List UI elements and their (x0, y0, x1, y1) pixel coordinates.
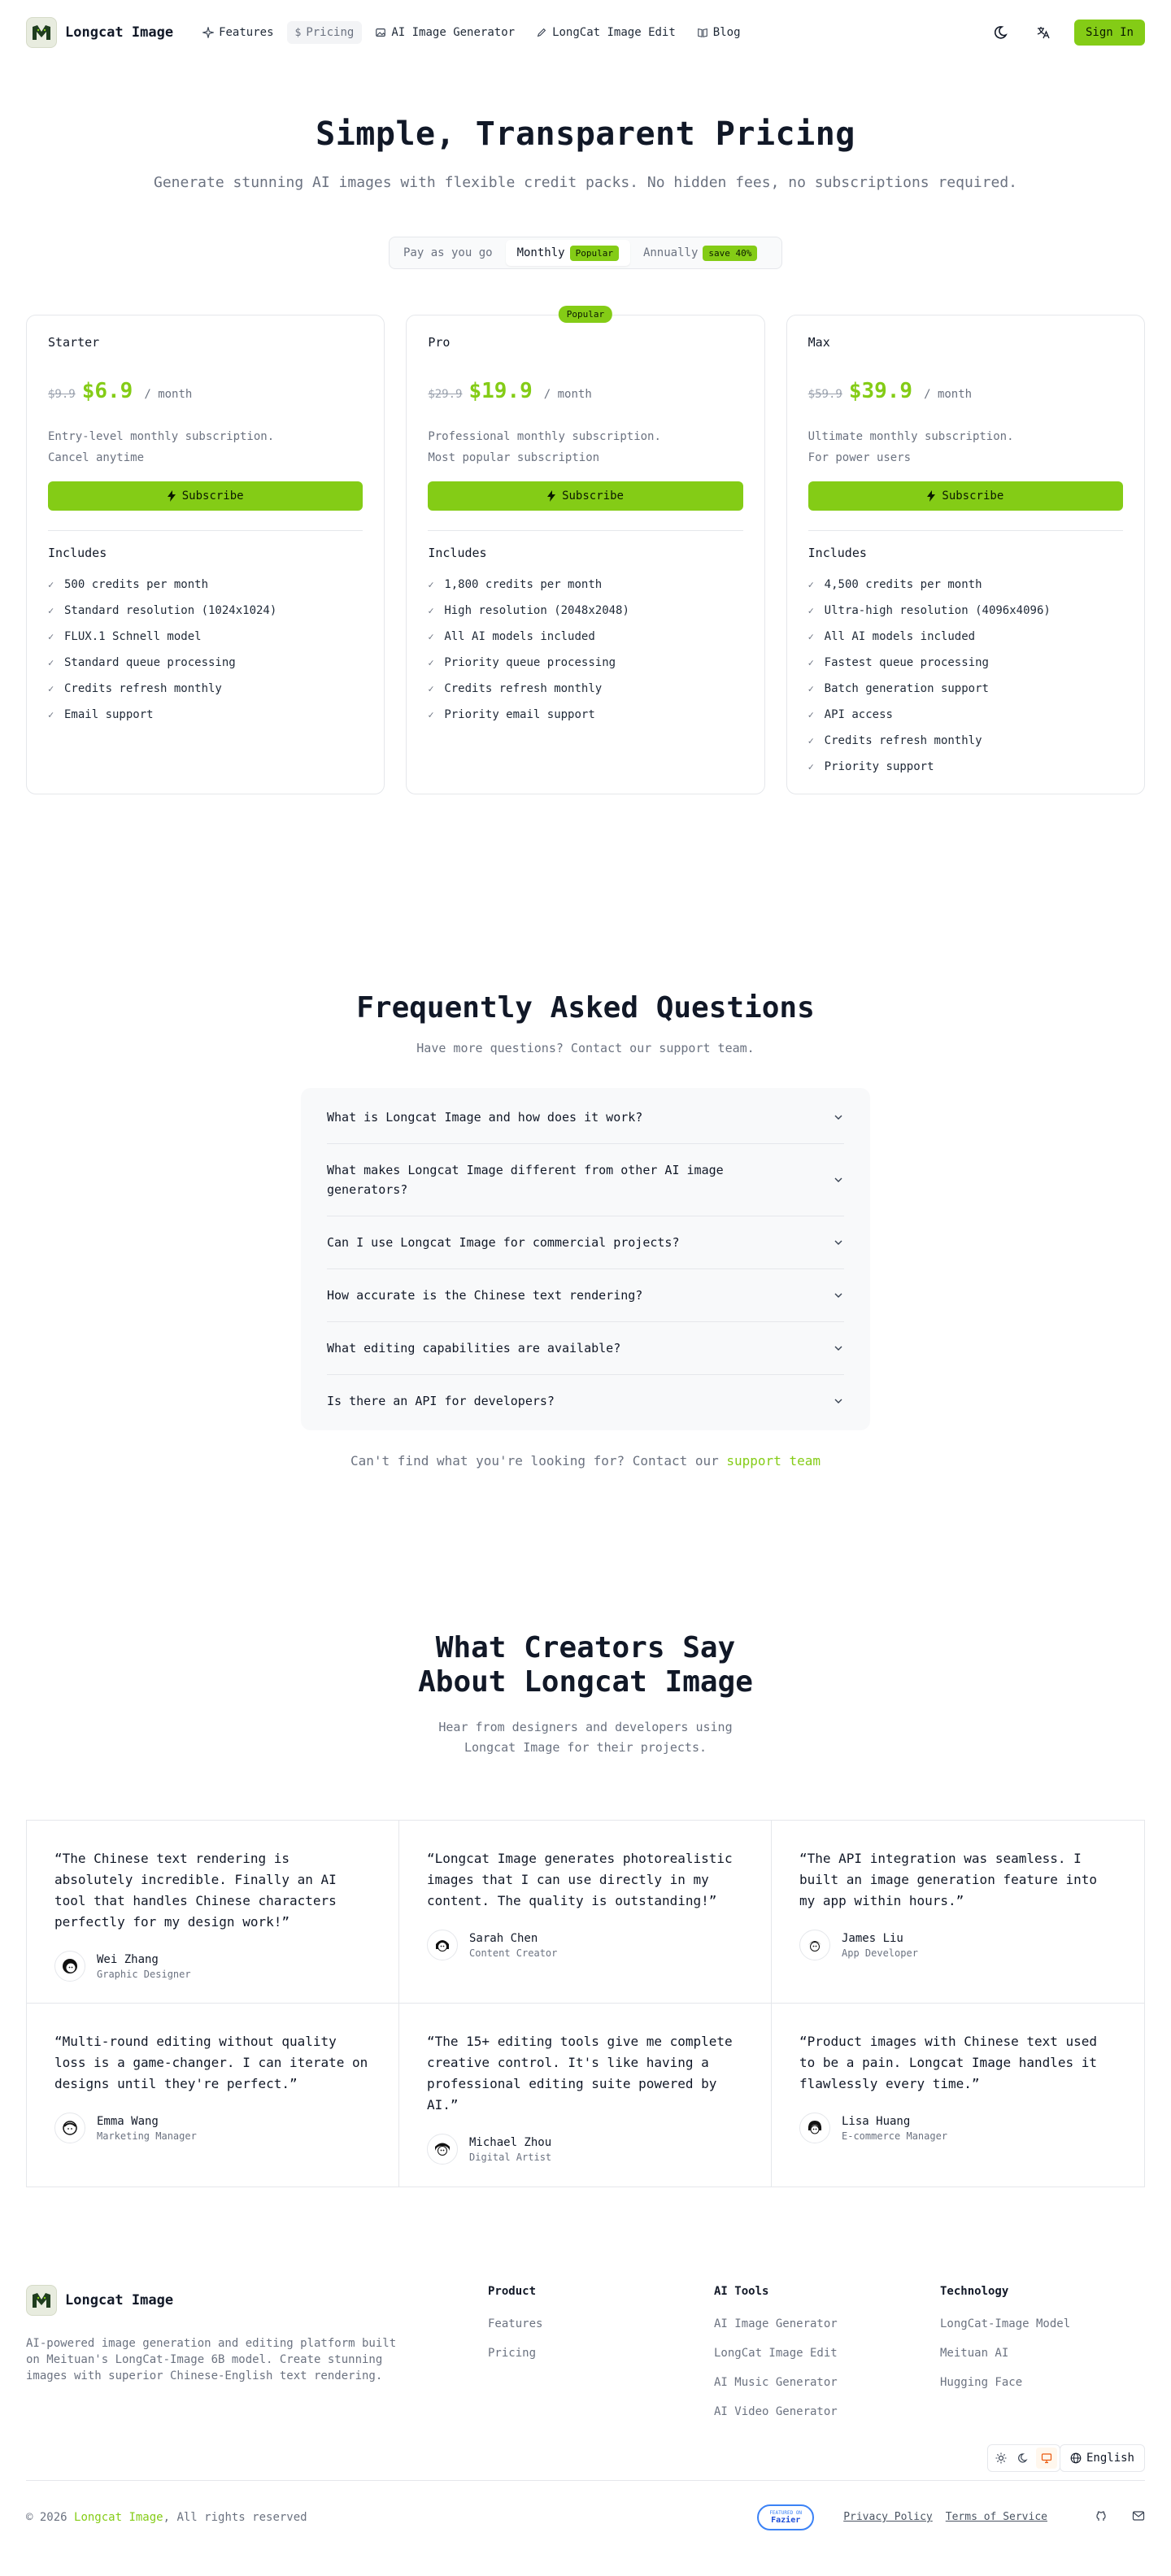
faq-item[interactable] (327, 1216, 844, 1269)
feature-item (808, 650, 1123, 676)
feature-item (428, 676, 742, 702)
fazier-badge[interactable] (757, 2504, 814, 2530)
author-role: App Developer (842, 1947, 918, 1959)
testimonial-author (54, 1951, 371, 1982)
popular-tag: Popular (559, 306, 612, 323)
faq-section (0, 991, 1171, 1469)
check-icon: ✓ (428, 631, 434, 642)
testimonial-quote: “Product images with Chinese text used to be a pain. Longcat Image handles it flawlessly every time.” (799, 2034, 1098, 2091)
footer-brand-link[interactable] (26, 2285, 408, 2316)
toggle-annually[interactable] (632, 240, 768, 266)
pricing-hero (0, 65, 1171, 269)
author-role: Digital Artist (469, 2151, 552, 2163)
faq-list (301, 1088, 870, 1430)
brand-name: Longcat Image (65, 2292, 174, 2308)
feature-text: Fastest queue processing (824, 656, 989, 669)
nav-link-label: Blog (712, 26, 741, 39)
check-icon: ✓ (808, 735, 814, 746)
includes-heading: Includes (808, 546, 867, 560)
theme-switcher (987, 2444, 1060, 2472)
feature-text: All AI models included (444, 630, 595, 643)
author-name: Michael Zhou (469, 2135, 552, 2149)
language-label: English (1086, 2452, 1134, 2465)
feature-item (808, 728, 1123, 754)
price-row (808, 379, 1123, 403)
feature-text: Email support (64, 708, 154, 721)
chevron-down-icon (833, 1342, 844, 1354)
plan-description (808, 426, 1123, 468)
feature-text: Priority email support (444, 708, 595, 721)
check-icon: ✓ (48, 657, 54, 668)
feature-text: All AI models included (824, 630, 976, 643)
check-icon: ✓ (808, 605, 814, 616)
footer-col-ai-tools (714, 2285, 838, 2435)
testimonial-quote: “Longcat Image generates photorealistic images that I can use directly in my content. The quality is outstanding!” (427, 1851, 733, 1908)
badge-main-text: Fazier (771, 2515, 801, 2525)
check-icon: ✓ (48, 683, 54, 694)
current-price: $19.9 (468, 379, 533, 403)
feature-item (428, 624, 742, 650)
current-price: $6.9 (81, 379, 133, 403)
testimonial-card (399, 1821, 772, 2004)
check-icon: ✓ (428, 605, 434, 616)
bolt-icon (927, 490, 935, 502)
author-name: Emma Wang (97, 2114, 159, 2128)
testimonial-author (427, 2134, 743, 2165)
feature-item (428, 572, 742, 598)
avatar (799, 2113, 830, 2143)
nav-link-longcat-image-edit[interactable] (528, 21, 684, 44)
old-price: $29.9 (428, 388, 463, 401)
save-badge: save 40% (703, 246, 757, 261)
brand-name: Longcat Image (65, 24, 174, 41)
testimonial-author (427, 1930, 743, 1960)
faq-question: What is Longcat Image and how does it work? (327, 1110, 643, 1125)
plan-description (428, 426, 742, 468)
old-price: $9.9 (48, 388, 76, 401)
faq-question: What makes Longcat Image different from other AI image generators? (327, 1163, 724, 1197)
price-period: / month (924, 388, 973, 401)
footer-link[interactable]: LongCat Image Edit (714, 2347, 838, 2360)
title-line: What Creators Say (435, 1631, 736, 1664)
feature-text: Credits refresh monthly (824, 734, 982, 747)
faq-title: Frequently Asked Questions (356, 991, 815, 1025)
footer-col-title: AI Tools (714, 2285, 769, 2298)
feature-text: High resolution (2048x2048) (444, 604, 629, 617)
testimonial-quote: “The API integration was seamless. I built an image generation feature into my app within hours.” (799, 1851, 1098, 1908)
feature-item (48, 702, 363, 728)
feature-list (808, 572, 1123, 780)
sign-in-button[interactable]: Sign In (1074, 20, 1145, 46)
nav-link-label: LongCat Image Edit (552, 26, 676, 39)
faq-item[interactable] (327, 1322, 844, 1375)
footer-link[interactable]: Meituan AI (940, 2347, 1009, 2360)
plan-card-starter (26, 315, 385, 794)
footer-link[interactable]: Features (488, 2317, 543, 2330)
author-role: Marketing Manager (97, 2130, 197, 2142)
brand-link[interactable] (26, 17, 173, 48)
divider (428, 530, 742, 531)
check-icon: ✓ (808, 761, 814, 772)
divider (808, 530, 1123, 531)
moon-icon[interactable] (1013, 2448, 1034, 2469)
testimonials-section (0, 1631, 1171, 2187)
nav-link-pricing[interactable] (287, 21, 363, 44)
check-icon: ✓ (808, 579, 814, 590)
nav-link-features[interactable] (194, 21, 281, 44)
check-icon: ✓ (428, 683, 434, 694)
feature-item (48, 650, 363, 676)
faq-item[interactable] (327, 1144, 844, 1216)
price-row (48, 379, 363, 403)
check-icon: ✓ (48, 579, 54, 590)
faq-footer (0, 1453, 1171, 1469)
image-icon (375, 27, 386, 38)
plan-name: Max (808, 335, 830, 350)
chevron-down-icon (833, 1112, 844, 1123)
price-period: / month (144, 388, 193, 401)
plan-desc-line: Ultimate monthly subscription. (808, 430, 1014, 443)
plan-desc-line: Entry-level monthly subscription. (48, 430, 275, 443)
logo-icon (26, 17, 57, 48)
testimonial-card (399, 2004, 772, 2187)
footer-brand (26, 2285, 408, 2384)
author-name: James Liu (842, 1931, 903, 1945)
includes-heading: Includes (48, 546, 107, 560)
check-icon: ✓ (808, 631, 814, 642)
footer-col-technology (940, 2285, 1070, 2405)
faq-subtitle: Have more questions? Contact our support team. (416, 1041, 755, 1055)
testimonials-title (0, 1631, 1171, 1699)
sun-icon[interactable] (990, 2448, 1012, 2469)
nav-link-ai-image-generator[interactable] (367, 21, 523, 44)
faq-question: How accurate is the Chinese text rendering? (327, 1288, 643, 1303)
translate-icon[interactable] (1034, 23, 1053, 42)
toggle-label: Pay as you go (403, 246, 493, 259)
faq-item[interactable] (327, 1375, 844, 1427)
feature-item (48, 572, 363, 598)
author-name: Sarah Chen (469, 1931, 538, 1945)
language-selector[interactable] (1060, 2444, 1145, 2472)
nav-actions (993, 20, 1145, 46)
subscribe-label: Subscribe (562, 490, 624, 503)
author-role: Graphic Designer (97, 1968, 191, 1980)
page-title: Simple, Transparent Pricing (316, 115, 855, 153)
feature-text: Standard queue processing (64, 656, 236, 669)
plan-desc-line: Most popular subscription (428, 451, 600, 464)
feature-text: Credits refresh monthly (444, 682, 603, 695)
feature-item (428, 598, 742, 624)
chevron-down-icon (833, 1395, 844, 1407)
feature-text: FLUX.1 Schnell model (64, 630, 202, 643)
feature-item (428, 650, 742, 676)
footer-link[interactable]: AI Music Generator (714, 2376, 838, 2389)
feature-text: 500 credits per month (64, 578, 209, 591)
page-subtitle: Generate stunning AI images with flexible credit packs. No hidden fees, no subscriptions required. (153, 174, 1018, 191)
chevron-down-icon (833, 1174, 844, 1186)
feature-item (808, 572, 1123, 598)
testimonial-card (772, 1821, 1144, 2004)
subscribe-button[interactable] (428, 481, 742, 511)
feature-item (808, 754, 1123, 780)
testimonials-subtitle: Hear from designers and developers using Longcat Image for their projects. (438, 1720, 733, 1755)
testimonial-author (799, 2113, 1117, 2143)
footer-link[interactable]: LongCat-Image Model (940, 2317, 1071, 2330)
old-price: $59.9 (808, 388, 842, 401)
footer-col-title: Product (488, 2285, 537, 2298)
author-role: E-commerce Manager (842, 2130, 948, 2142)
check-icon: ✓ (48, 631, 54, 642)
faq-question: What editing capabilities are available? (327, 1341, 621, 1355)
includes-heading: Includes (428, 546, 487, 560)
github-icon[interactable] (1095, 2509, 1108, 2526)
faq-footer-text: Can't find what you're looking for? Contact our (350, 1453, 719, 1469)
plan-description (48, 426, 363, 468)
nav-link-label: Features (219, 26, 274, 39)
feature-text: 1,800 credits per month (444, 578, 603, 591)
feature-item (48, 598, 363, 624)
avatar (427, 2134, 458, 2165)
avatar (54, 2113, 85, 2143)
avatar (427, 1930, 458, 1960)
footer-link[interactable]: Hugging Face (940, 2376, 1023, 2389)
feature-item (808, 624, 1123, 650)
check-icon: ✓ (48, 709, 54, 720)
pricing-plans (0, 309, 1171, 794)
feature-item (48, 676, 363, 702)
testimonial-quote: “The Chinese text rendering is absolutely incredible. Finally an AI tool that handles Chinese characters perfectly for my design work!” (54, 1851, 337, 1930)
plan-card-pro (406, 309, 764, 794)
price-period: / month (543, 388, 592, 401)
testimonial-card (27, 2004, 399, 2187)
top-nav (0, 0, 1171, 65)
faq-item[interactable] (327, 1269, 844, 1322)
logo-icon (26, 2285, 57, 2316)
toggle-label: Annually (642, 246, 699, 259)
popular-badge: Popular (570, 246, 619, 261)
footer-col-product (488, 2285, 542, 2376)
current-price: $39.9 (848, 379, 913, 403)
check-icon: ✓ (808, 683, 814, 694)
subscribe-button[interactable] (48, 481, 363, 511)
pen-icon (536, 27, 547, 38)
subscribe-label: Subscribe (181, 490, 244, 503)
monitor-icon[interactable] (1036, 2448, 1057, 2469)
bolt-icon (547, 490, 555, 502)
footer-link[interactable]: AI Image Generator (714, 2317, 838, 2330)
dollar-icon: $ (294, 26, 302, 39)
feature-item (808, 702, 1123, 728)
toggle-label: Monthly (516, 246, 565, 259)
plan-desc-line: Professional monthly subscription. (428, 430, 661, 443)
plan-desc-line: For power users (808, 451, 912, 464)
feature-item (808, 676, 1123, 702)
toggle-pay-as-you-go[interactable] (392, 240, 504, 266)
feature-text: Credits refresh monthly (64, 682, 222, 695)
testimonial-card (772, 2004, 1144, 2187)
copyright (26, 2511, 307, 2524)
feature-text: Priority support (824, 760, 934, 773)
subscribe-label: Subscribe (942, 490, 1004, 503)
mail-icon[interactable] (1132, 2509, 1145, 2526)
testimonials-grid (26, 1820, 1145, 2187)
copyright-brand-link[interactable]: Longcat Image (74, 2510, 163, 2524)
nav-link-label: AI Image Generator (391, 26, 516, 39)
globe-icon (1070, 2452, 1082, 2464)
moon-icon[interactable] (993, 23, 1012, 42)
testimonial-author (799, 1930, 1117, 1960)
plan-card-max (786, 315, 1145, 794)
toggle-monthly[interactable] (506, 240, 630, 266)
privacy-policy-link[interactable]: Privacy Policy (843, 2511, 933, 2523)
terms-of-service-link[interactable]: Terms of Service (945, 2511, 1047, 2523)
testimonial-quote: “Multi-round editing without quality loss is a game-changer. I can iterate on designs until they're perfect.” (54, 2034, 368, 2091)
check-icon: ✓ (48, 605, 54, 616)
check-icon: ✓ (428, 579, 434, 590)
book-icon (697, 27, 708, 38)
chevron-down-icon (833, 1237, 844, 1248)
chevron-down-icon (833, 1290, 844, 1301)
feature-text: 4,500 credits per month (824, 578, 982, 591)
plan-name: Starter (48, 335, 100, 350)
billing-toggle (389, 237, 782, 269)
check-icon: ✓ (428, 657, 434, 668)
site-footer (0, 2285, 1171, 2553)
footer-col-title: Technology (940, 2285, 1009, 2298)
copyright-suffix: , All rights reserved (163, 2510, 307, 2524)
avatar (799, 1930, 830, 1960)
feature-text: API access (824, 708, 893, 721)
feature-list (428, 572, 742, 728)
feature-text: Priority queue processing (444, 656, 616, 669)
feature-text: Batch generation support (824, 682, 989, 695)
avatar (54, 1951, 85, 1982)
testimonial-quote: “The 15+ editing tools give me complete creative control. It's like having a professional editing suite powered by AI.” (427, 2034, 733, 2113)
footer-bottom-bar (26, 2480, 1145, 2553)
check-icon: ✓ (808, 709, 814, 720)
sparkle-icon (202, 27, 214, 38)
testimonial-card (27, 1821, 399, 2004)
faq-item[interactable] (327, 1091, 844, 1144)
plan-desc-line: Cancel anytime (48, 451, 145, 464)
check-icon: ✓ (808, 657, 814, 668)
faq-question: Can I use Longcat Image for commercial projects? (327, 1235, 680, 1250)
feature-list (48, 572, 363, 728)
check-icon: ✓ (428, 709, 434, 720)
feature-text: Standard resolution (1024x1024) (64, 604, 277, 617)
footer-description: AI-powered image generation and editing platform built on Meituan's LongCat-Image 6B model. Create stunning images with superior Chinese-English text rendering. (26, 2337, 397, 2382)
bolt-icon (168, 490, 176, 502)
footer-link[interactable]: Pricing (488, 2347, 537, 2360)
feature-item (808, 598, 1123, 624)
copyright-prefix: © 2026 (26, 2510, 67, 2524)
faq-question: Is there an API for developers? (327, 1394, 555, 1408)
feature-item (428, 702, 742, 728)
badge-top-text: FEATURED ON (769, 2509, 803, 2516)
subscribe-button[interactable] (808, 481, 1123, 511)
footer-bottom-links (757, 2504, 1145, 2530)
title-line: About Longcat Image (418, 1665, 753, 1699)
nav-link-label: Pricing (306, 26, 355, 39)
divider (48, 530, 363, 531)
feature-text: Ultra-high resolution (4096x4096) (824, 604, 1051, 617)
author-name: Lisa Huang (842, 2114, 911, 2128)
author-name: Wei Zhang (97, 1952, 159, 1966)
plan-name: Pro (428, 335, 451, 350)
support-team-link[interactable]: support team (726, 1453, 821, 1469)
feature-item (48, 624, 363, 650)
footer-link[interactable]: AI Video Generator (714, 2405, 838, 2418)
testimonial-author (54, 2113, 371, 2143)
nav-link-blog[interactable] (689, 21, 749, 44)
price-row (428, 379, 742, 403)
nav-links (194, 21, 748, 44)
author-role: Content Creator (469, 1947, 558, 1959)
